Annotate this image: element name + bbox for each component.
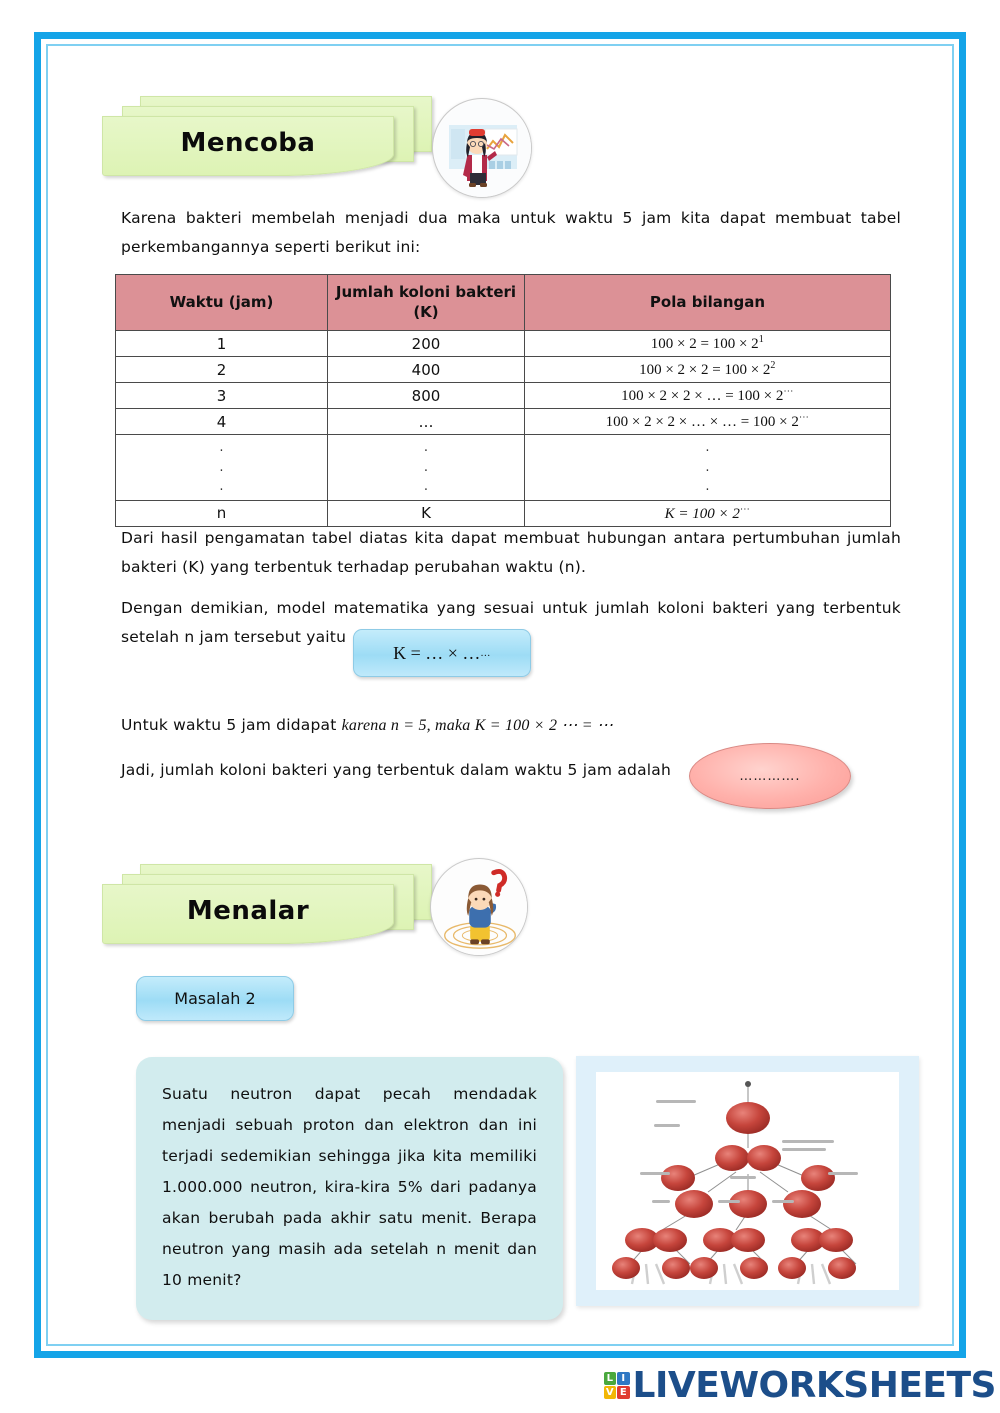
woman-presenting-chart-icon bbox=[432, 98, 532, 198]
logo-cell-e: E bbox=[617, 1386, 630, 1399]
section-title-menalar: Menalar bbox=[186, 896, 310, 926]
masalah-2-label: Masalah 2 bbox=[174, 989, 256, 1008]
table-header-koloni-line1: Jumlah koloni bakteri bbox=[335, 283, 517, 301]
cell-koloni: … bbox=[328, 409, 525, 435]
problem-statement-text: Suatu neutron dapat pecah mendadak menjadi sebuah proton dan elektron dan ini terjadi sedemikian sehingga jika kita memiliki 1.000.000 neutron, kira-kira 5% dari padanya akan berubah pada akhir satu menit. Berapa neutron yang masih ada setelah n menit dan 10 menit? bbox=[162, 1085, 537, 1289]
cell-koloni: 800 bbox=[328, 383, 525, 409]
logo-cell-i: I bbox=[617, 1372, 630, 1385]
logo-cell-l: L bbox=[604, 1372, 617, 1385]
problem-statement-card bbox=[136, 1057, 563, 1320]
cell-pola: K = 100 × 2⋯ bbox=[525, 500, 891, 526]
cell-koloni: K bbox=[328, 500, 525, 526]
mencoba-intro-paragraph: Karena bakteri membelah menjadi dua maka untuk waktu 5 jam kita dapat membuat tabel perkembangannya seperti berikut ini: bbox=[121, 209, 901, 256]
cell-waktu: 3 bbox=[116, 383, 328, 409]
after-table-paragraph: Dari hasil pengamatan tabel diatas kita dapat membuat hubungan antara pertumbuhan jumlah bakteri (K) yang terbentuk terhadap perubahan waktu (n). bbox=[121, 529, 901, 576]
bacteria-growth-table bbox=[115, 274, 891, 527]
liveworksheets-brand-text: LIVEWORKSHEETS bbox=[632, 1365, 996, 1406]
table-row bbox=[116, 383, 891, 409]
table-header-koloni bbox=[328, 275, 525, 331]
nuclear-chain-reaction-canvas bbox=[596, 1072, 899, 1290]
liveworksheets-footer bbox=[0, 1358, 1000, 1413]
cell-pola: 100 × 2 × 2 × … = 100 × 2⋯ bbox=[525, 383, 891, 409]
worksheet-page-frame-inner bbox=[46, 44, 954, 1346]
masalah-2-pill[interactable] bbox=[136, 976, 294, 1021]
jadi-paragraph: Jadi, jumlah koloni bakteri yang terbentuk dalam waktu 5 jam adalah bbox=[121, 761, 672, 779]
cell-koloni: 200 bbox=[328, 331, 525, 357]
worksheet-content bbox=[48, 46, 952, 1344]
liveworksheets-logo-icon bbox=[604, 1372, 630, 1399]
table-row bbox=[116, 409, 891, 435]
formula-pill-k[interactable] bbox=[353, 629, 531, 677]
table-row bbox=[116, 500, 891, 526]
cell-waktu: n bbox=[116, 500, 328, 526]
table-row-ellipsis bbox=[116, 435, 891, 501]
cell-waktu: 2 bbox=[116, 357, 328, 383]
cell-koloni: 400 bbox=[328, 357, 525, 383]
cell-pola: 100 × 2 × 2 × … × … = 100 × 2⋯ bbox=[525, 409, 891, 435]
table-header-koloni-line2: (K) bbox=[413, 302, 439, 321]
model-matematika-paragraph: Dengan demikian, model matematika yang sesuai untuk jumlah koloni bakteri yang terbentuk setelah n jam tersebut yaitu bbox=[121, 599, 901, 646]
section-title-mencoba: Mencoba bbox=[180, 128, 316, 158]
answer-ellipse[interactable] bbox=[689, 743, 851, 809]
cell-waktu: 4 bbox=[116, 409, 328, 435]
table-header-row bbox=[116, 275, 891, 331]
table-header-waktu: Waktu (jam) bbox=[116, 275, 328, 331]
bacteria-growth-table-body bbox=[116, 331, 891, 527]
section-banner-mencoba bbox=[100, 96, 460, 196]
untuk-waktu-line bbox=[121, 711, 901, 741]
section-banner-menalar bbox=[100, 864, 460, 964]
cell-pola: $100 \times 2 \times 2 = 100 \times 2^2$ bbox=[525, 357, 891, 383]
untuk-waktu-math: karena n = 5, maka K = 100 × 2 ⋯ = ⋯ bbox=[341, 717, 614, 734]
cell-waktu-dots: . . . bbox=[116, 435, 328, 501]
worksheet-page-frame bbox=[34, 32, 966, 1358]
cell-waktu: 1 bbox=[116, 331, 328, 357]
untuk-waktu-prefix: Untuk waktu 5 jam didapat bbox=[121, 716, 337, 734]
girl-with-question-mark-icon bbox=[430, 858, 528, 956]
table-header-pola: Pola bilangan bbox=[525, 275, 891, 331]
bacteria-growth-table-wrapper bbox=[115, 274, 891, 527]
answer-ellipse-text: …………. bbox=[739, 768, 801, 784]
logo-cell-v: V bbox=[604, 1386, 617, 1399]
table-row bbox=[116, 331, 891, 357]
cell-pola-dots: . . . bbox=[525, 435, 891, 501]
formula-pill-text: K = … × … bbox=[393, 642, 481, 663]
nuclear-chain-reaction-diagram bbox=[576, 1056, 919, 1306]
cell-koloni-dots: . . . bbox=[328, 435, 525, 501]
cell-pola: $100 \times 2 = 100 \times 2^1$ bbox=[525, 331, 891, 357]
formula-pill-superscript: … bbox=[480, 647, 491, 659]
table-row bbox=[116, 357, 891, 383]
